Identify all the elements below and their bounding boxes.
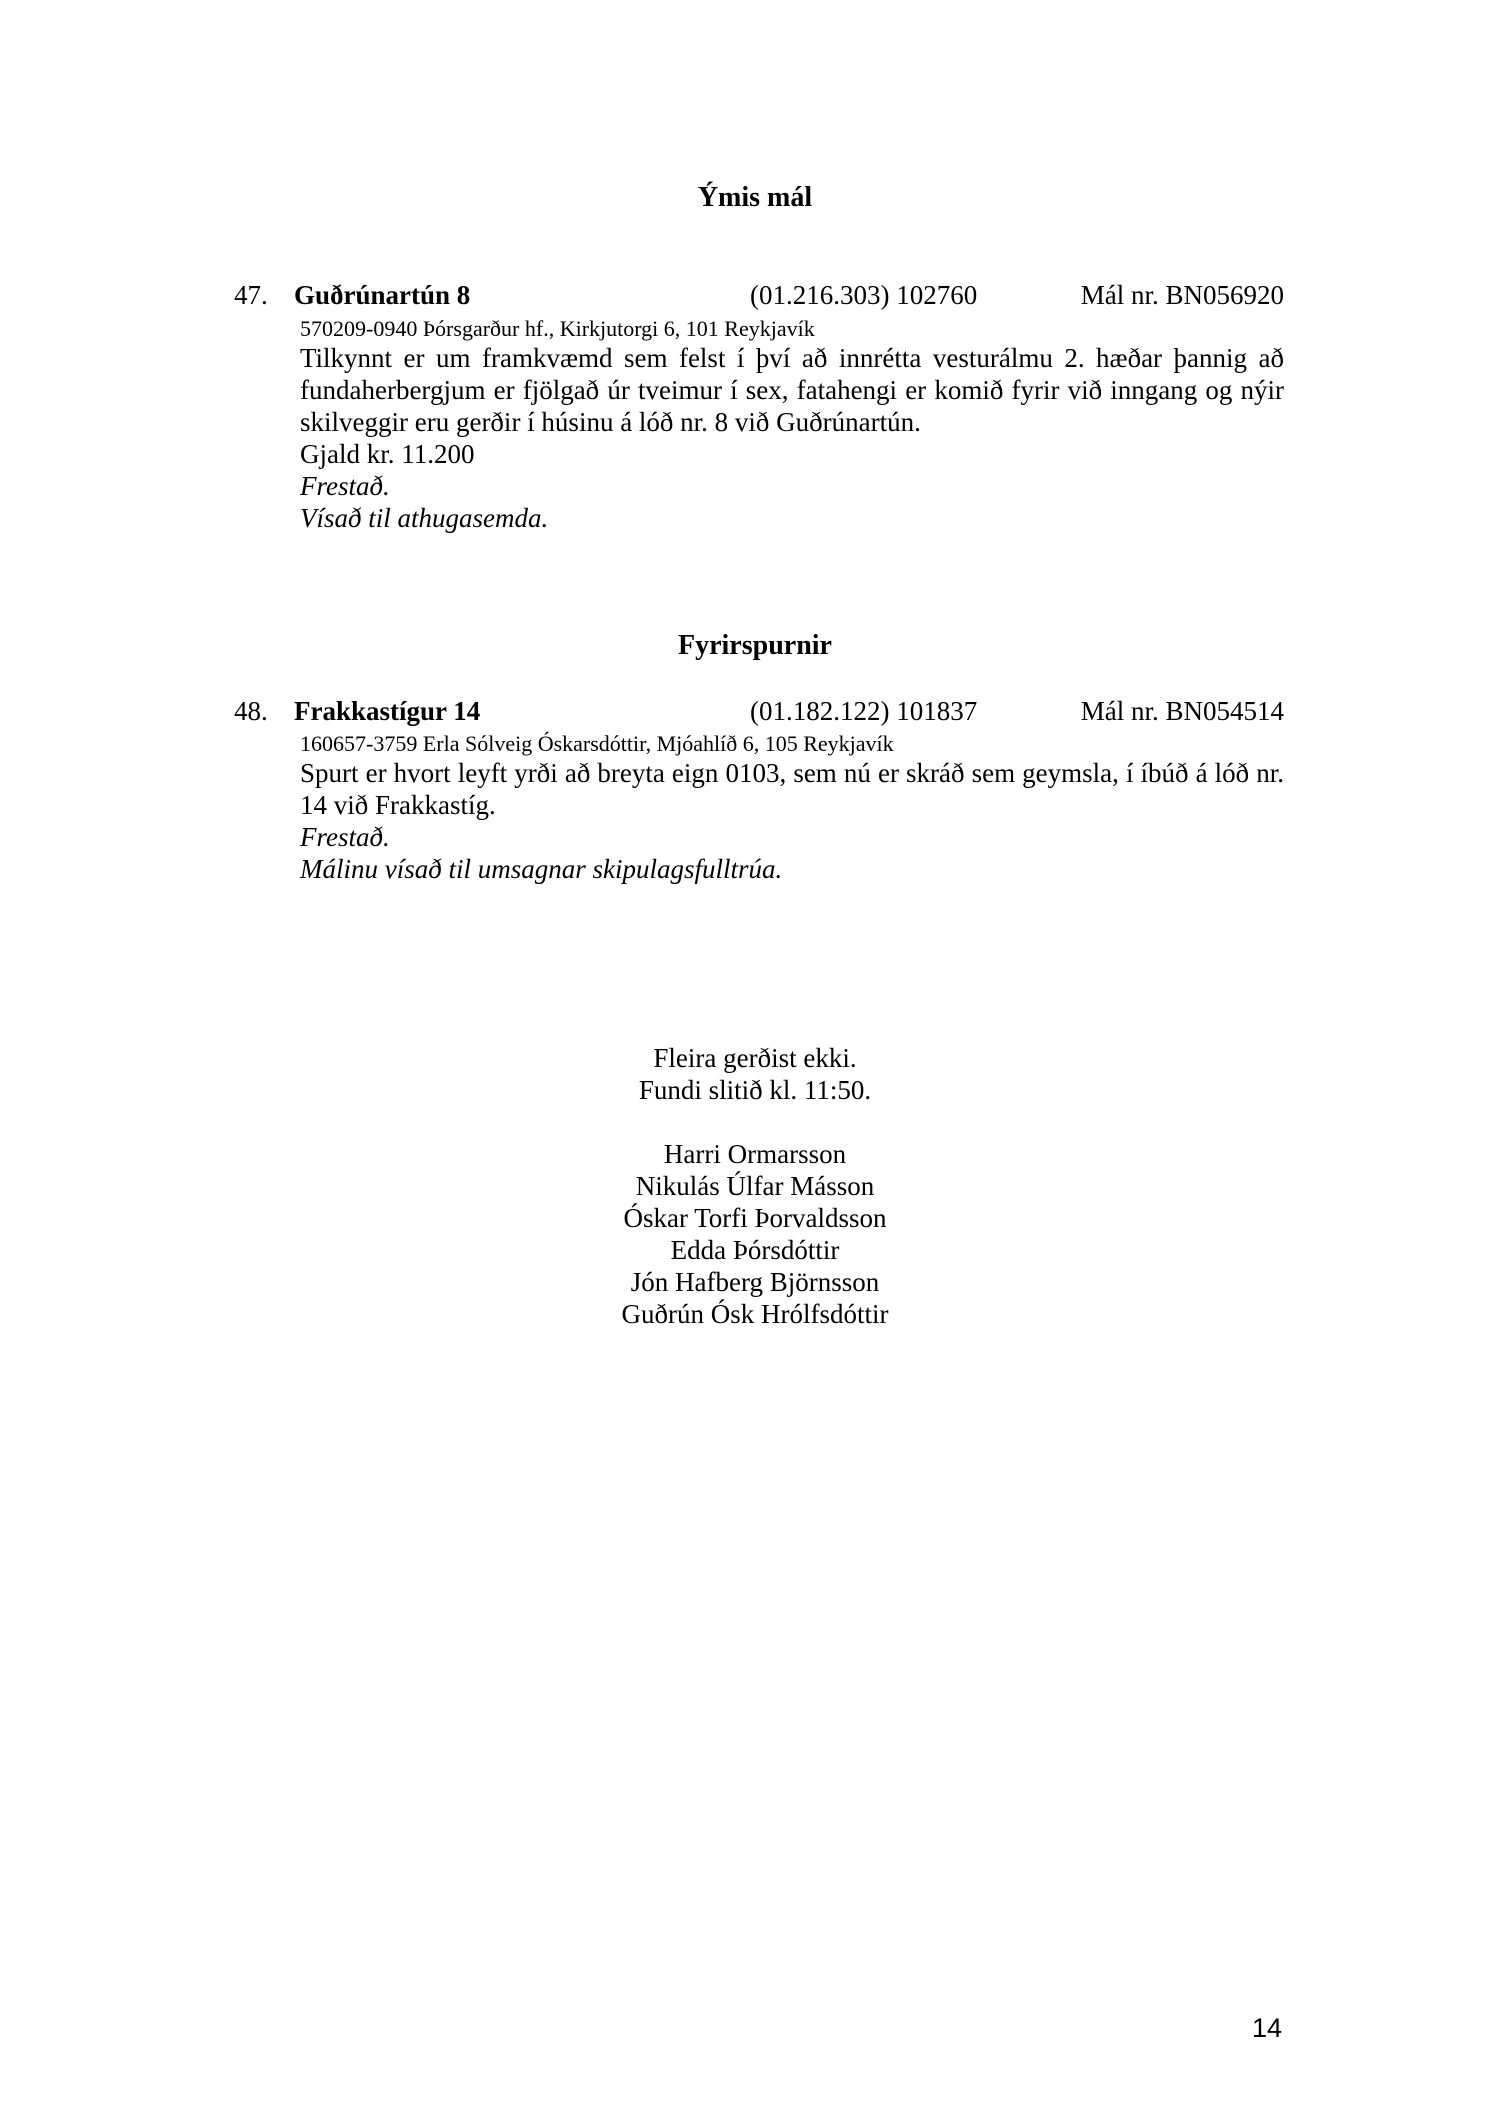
page-number: 14 (1251, 2013, 1282, 2043)
section-title-ymis-mal: Ýmis mál (697, 182, 813, 213)
item-description: Tilkynnt er um framkvæmd sem felst í því að innrétta vesturálmu 2. hæðar þannig að fundaherbergjum er fjölgað úr tveimur í sex, fatahengi er komið fyrir við inngang og nýir skilveggir eru gerðir í húsinu á lóð nr. 8 við Guðrúnartún. (300, 343, 1284, 437)
signatory: Óskar Torfi Þorvaldsson (623, 1203, 887, 1233)
section-title-fyrirspurnir: Fyrirspurnir (678, 630, 832, 661)
signatory: Harri Ormarsson (663, 1139, 847, 1169)
item-number: 48. (234, 696, 268, 726)
item-decision: Frestað. (300, 471, 390, 501)
item-case-number: Mál nr. BN054514 (1080, 696, 1284, 726)
item-fee: Gjald kr. 11.200 (300, 439, 475, 469)
item-reference: (01.216.303) 102760 (750, 280, 978, 310)
item-description: Spurt er hvort leyft yrði að breyta eign 0103, sem nú er skráð sem geymsla, í íbúð á lóð nr. 14 við Frakkastíg. (300, 758, 1284, 820)
closing-line: Fundi slitið kl. 11:50. (638, 1075, 872, 1105)
item-owner: 160657-3759 Erla Sólveig Óskarsdóttir, Mjóahlíð 6, 105 Reykjavík (300, 731, 894, 756)
item-body-47 (300, 342, 1284, 534)
item-owner: 570209-0940 Þórsgarður hf., Kirkjutorgi 6, 101 Reykjavík (300, 316, 815, 341)
signatory: Jón Hafberg Björnsson (630, 1267, 880, 1297)
signatory: Guðrún Ósk Hrólfsdóttir (621, 1299, 889, 1329)
item-body-48 (300, 757, 1284, 885)
item-address: Frakkastígur 14 (294, 696, 481, 726)
item-case-number: Mál nr. BN056920 (1080, 280, 1284, 310)
item-reference: (01.182.122) 101837 (750, 696, 978, 726)
signatories-list (0, 1138, 1500, 1330)
item-address: Guðrúnartún 8 (294, 280, 471, 310)
item-decision: Vísað til athugasemda. (300, 503, 549, 533)
closing-line: Fleira gerðist ekki. (653, 1043, 857, 1073)
signatory: Edda Þórsdóttir (670, 1235, 840, 1265)
item-header-48 (234, 696, 1284, 732)
item-number: 47. (234, 280, 268, 310)
item-decision: Frestað. (300, 822, 390, 852)
signatory: Nikulás Úlfar Másson (635, 1171, 875, 1201)
item-header-47 (234, 280, 1284, 316)
item-decision: Málinu vísað til umsagnar skipulagsfulltrúa. (300, 854, 783, 884)
closing-remarks (0, 1042, 1500, 1106)
